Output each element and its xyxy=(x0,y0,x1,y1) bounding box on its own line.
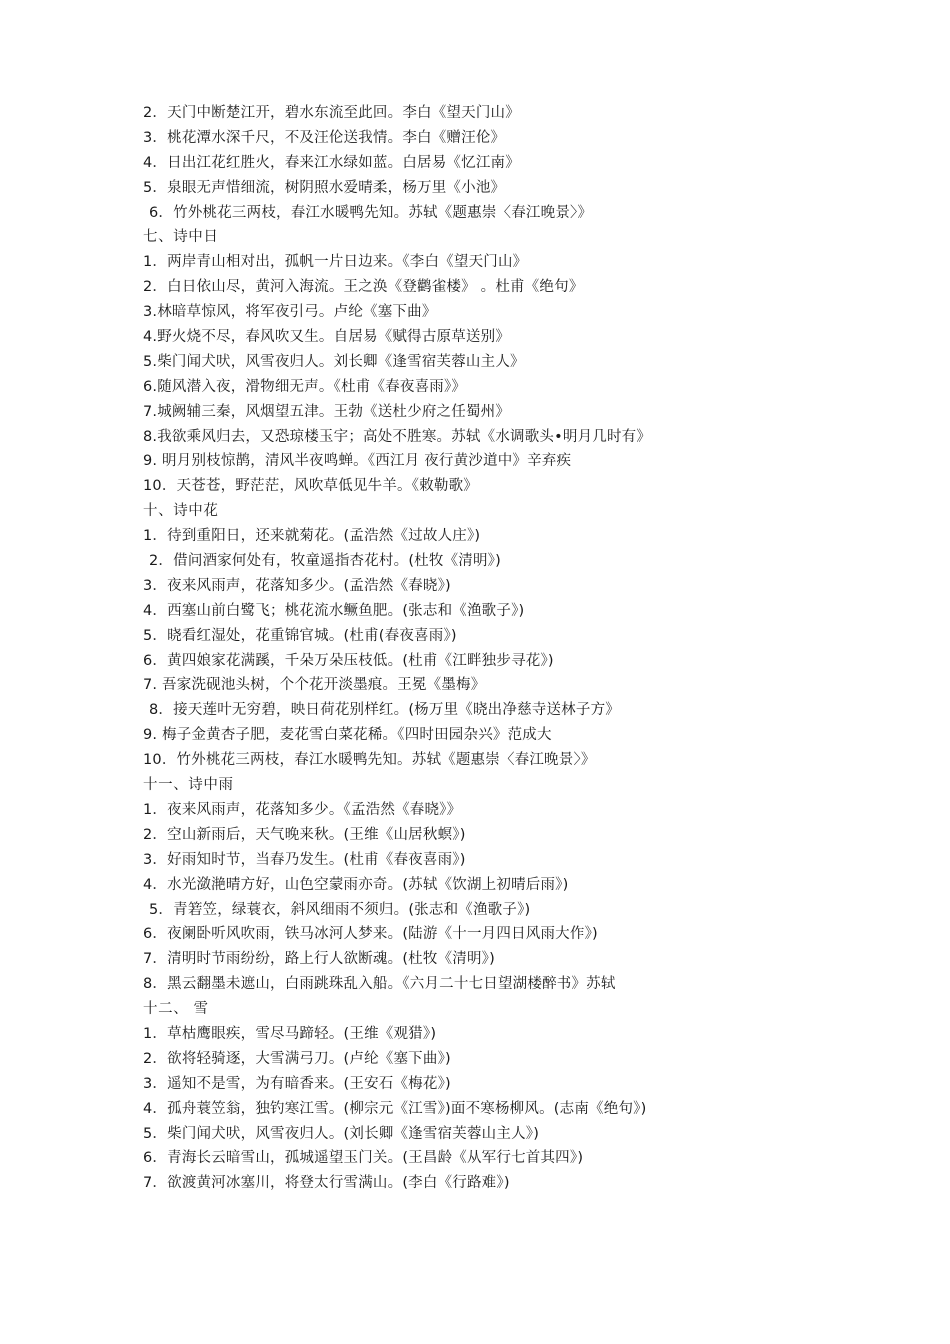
poem-line: 2．空山新雨后，天气晚来秋。(王维《山居秋螟》) xyxy=(143,826,466,843)
poem-line: 3．桃花潭水深千尺，不及汪伦送我情。李白《赠汪伦》 xyxy=(143,129,506,146)
poem-line: 4．西塞山前白鹭飞；桃花流水鳜鱼肥。(张志和《渔歌子》) xyxy=(143,602,525,619)
poem-line: 8.我欲乘风归去，又恐琼楼玉宇；高处不胜寒。苏轼《水调歌头•明月几时有》 xyxy=(143,428,652,445)
poem-line: 1．待到重阳日，还来就菊花。(孟浩然《过故人庄》) xyxy=(143,528,481,545)
poem-line: 6．青海长云暗雪山，孤城遥望玉门关。(王昌龄《从军行七首其四》) xyxy=(143,1150,584,1167)
poem-line: 7．欲渡黄河冰塞川，将登太行雪满山。(李白《行路难》) xyxy=(143,1175,510,1192)
poem-line: 9. 梅子金黄杏子肥，麦花雪白菜花稀。《四时田园杂兴》范成大 xyxy=(143,727,552,744)
section-heading: 七、诗中日 xyxy=(143,229,219,246)
poem-line: 8．黑云翻墨未遮山，白雨跳珠乱入船。《六月二十七日望湖楼醉书》苏轼 xyxy=(143,976,616,993)
poem-line: 6.随风潜入夜，滑物细无声。《杜甫《春夜喜雨》》 xyxy=(143,378,467,395)
poem-line: 10．天苍苍，野茫茫，风吹草低见牛羊。《敕勒歌》 xyxy=(143,478,478,495)
poem-line: 1．两岸青山相对出，孤帆一片日边来。《李白《望天门山》 xyxy=(143,254,528,271)
poem-line: 8．接天莲叶无穷碧，映日荷花别样红。(杨万里《晓出净慈寺送林子方》 xyxy=(149,702,620,719)
poem-line: 6．竹外桃花三两枝，春江水暖鸭先知。苏轼《题惠崇〈春江晚景〉》 xyxy=(149,204,593,221)
poem-line: 2．白日依山尽，黄河入海流。王之涣《登鹳雀楼》 。杜甫《绝句》 xyxy=(143,279,584,296)
poem-line: 3.林暗草惊风，将军夜引弓。卢纶《塞下曲》 xyxy=(143,304,437,321)
poem-list xyxy=(143,101,843,1196)
poem-line: 6．夜阑卧听风吹雨，铁马冰河人梦来。(陆游《十一月四日风雨大作》) xyxy=(143,926,598,943)
poem-line: 4．孤舟蓑笠翁，独钓寒江雪。(柳宗元《江雪》)面不寒杨柳风。(志南《绝句》) xyxy=(143,1100,647,1117)
poem-line: 2．欲将轻骑逐，大雪满弓刀。(卢纶《塞下曲》) xyxy=(143,1050,451,1067)
poem-line: 7. 吾家洗砚池头树，个个花开淡墨痕。王冕《墨梅》 xyxy=(143,677,486,694)
poem-line: 1．草枯鹰眼疾，雪尽马蹄轻。(王维《观猎》) xyxy=(143,1025,437,1042)
poem-line: 5．泉眼无声惜细流，树阴照水爱晴柔，杨万里《小池》 xyxy=(143,179,506,196)
poem-line: 10．竹外桃花三两枝，春江水暖鸭先知。苏轼《题惠崇〈春江晚景〉》 xyxy=(143,752,596,769)
section-heading: 十、诗中花 xyxy=(143,503,219,520)
poem-line: 3．遥知不是雪，为有暗香来。(王安石《梅花》) xyxy=(143,1075,451,1092)
poem-line: 4．水光潋滟晴方好，山色空蒙雨亦奇。(苏轼《饮湖上初晴后雨》) xyxy=(143,876,569,893)
poem-line: 5．青箬笠，绿蓑衣，斜风细雨不须归。(张志和《渔歌子》) xyxy=(149,901,531,918)
poem-line: 7．清明时节雨纷纷，路上行人欲断魂。(杜牧《清明》) xyxy=(143,951,495,968)
poem-line: 3．好雨知时节，当春乃发生。(杜甫《春夜喜雨》) xyxy=(143,851,466,868)
poem-line: 4.野火烧不尽，春风吹又生。自居易《赋得古原草送别》 xyxy=(143,329,511,346)
poem-line: 2．借问酒家何处有，牧童遥指杏花村。(杜牧《清明》) xyxy=(149,553,501,570)
poem-line: 9. 明月别枝惊鹊，清风半夜鸣蝉。《西江月 夜行黄沙道中》辛弃疾 xyxy=(143,453,572,470)
poem-line: 5.柴门闻犬吠，风雪夜归人。刘长卿《逢雪宿芙蓉山主人》 xyxy=(143,353,525,370)
poem-line: 1．夜来风雨声，花落知多少。《孟浩然《春晓》》 xyxy=(143,801,462,818)
poem-line: 2．天门中断楚江开，碧水东流至此回。李白《望天门山》 xyxy=(143,105,520,121)
poem-line: 7.城阙辅三秦，风烟望五津。王勃《送杜少府之任蜀州》 xyxy=(143,403,511,420)
section-heading: 十一、诗中雨 xyxy=(143,777,234,794)
poem-line: 6．黄四娘家花满蹊，千朵万朵压枝低。(杜甫《江畔独步寻花》) xyxy=(143,652,554,669)
poem-line: 5．柴门闻犬吠，风雪夜归人。(刘长卿《逢雪宿芙蓉山主人》) xyxy=(143,1125,540,1142)
poem-line: 3．夜来风雨声，花落知多少。(孟浩然《春晓》) xyxy=(143,577,451,594)
poem-line: 4．日出江花红胜火，春来江水绿如蓝。白居易《忆江南》 xyxy=(143,154,520,171)
poem-line: 5．晓看红湿处，花重锦官城。(杜甫(春夜喜雨》) xyxy=(143,627,457,644)
section-heading: 十二、 雪 xyxy=(143,1001,209,1018)
